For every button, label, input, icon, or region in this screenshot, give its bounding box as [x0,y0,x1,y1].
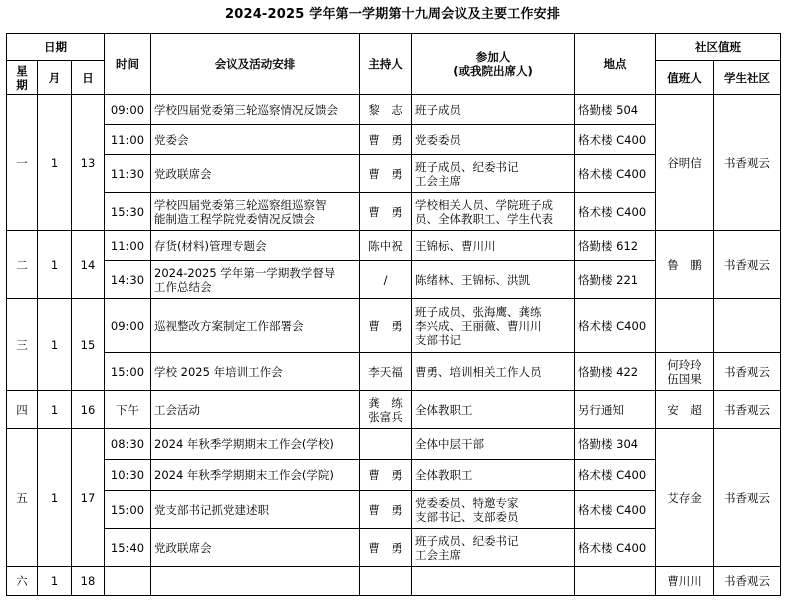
participants-line: 班子成员、纪委书记 [415,159,519,174]
table-row [7,391,781,429]
day-week-cell: 三 [7,299,38,391]
day-day-cell: 14 [72,231,105,299]
participants-line: 党委委员、特邀专家 [415,495,519,510]
agenda-line: 2024 年秋季学期期末工作会(学校) [154,437,334,451]
host-cell: 黎 志 [360,95,412,125]
host-line: 龚 练 [368,395,403,410]
day-week-cell: 五 [7,429,38,567]
participants-cell [412,391,575,429]
duty-person-cell: 安 超 [656,391,714,429]
day-week-cell: 四 [7,391,38,429]
location-cell: 格术楼 C400 [575,155,656,193]
duty-person-line: 伍国果 [667,371,702,386]
host-cell: 曹 勇 [360,155,412,193]
participants-cell [412,299,575,353]
time-cell [105,567,151,596]
time-cell: 08:30 [105,429,151,460]
host-cell: 曹 勇 [360,529,412,567]
table-row [7,231,781,261]
community-cell: 书香观云 [714,353,781,391]
table-row [7,567,781,596]
agenda-line: 学校四届党委第三轮巡察组巡察智 [154,197,327,212]
time-cell: 09:00 [105,299,151,353]
host-cell: 曹 勇 [360,460,412,491]
community-cell: 书香观云 [714,567,781,596]
participants-line: 陈绪林、王锦标、洪凯 [415,272,530,287]
month-header: 月 [38,61,72,95]
duty-person-cell: 艾存金 [656,429,714,567]
participants-cell [412,95,575,125]
community-cell: 书香观云 [714,391,781,429]
day-week-cell: 六 [7,567,38,596]
participants-cell [412,529,575,567]
participants-line: 学校相关人员、学院班子成 [415,197,553,212]
participants-header-title: 参加人 [475,50,511,64]
duty-person-cell [656,299,714,353]
duty-person-cell: 鲁 鹏 [656,231,714,299]
host-cell [360,567,412,596]
host-cell: 曹 勇 [360,125,412,155]
location-cell: 另行通知 [575,391,656,429]
location-cell: 恪勤楼 612 [575,231,656,261]
host-cell: 李天福 [360,353,412,391]
day-month-cell: 1 [38,429,72,567]
agenda-cell [151,529,360,567]
week-header-text: 星期 [16,63,28,92]
agenda-cell [151,95,360,125]
duty-person-cell [656,353,714,391]
community-cell: 书香观云 [714,231,781,299]
day-month-cell: 1 [38,299,72,391]
agenda-cell [151,155,360,193]
host-line: 张富兵 [368,409,403,424]
day-day-cell: 16 [72,391,105,429]
date-header: 日期 [7,34,105,61]
host-cell [360,429,412,460]
location-cell: 格术楼 C400 [575,460,656,491]
day-day-cell: 15 [72,299,105,391]
location-cell: 格术楼 C400 [575,529,656,567]
participants-cell [412,353,575,391]
participants-cell [412,491,575,529]
host-cell: 曹 勇 [360,491,412,529]
agenda-line: 存货(材料)管理专题会 [154,238,267,253]
participants-cell [412,125,575,155]
participants-line: 班子成员 [415,102,461,117]
time-header: 时间 [105,34,151,95]
participants-cell [412,429,575,460]
agenda-cell [151,391,360,429]
participants-line: 王锦标、曹川川 [415,238,496,253]
location-cell: 格术楼 C400 [575,299,656,353]
participants-line: 全体中层干部 [415,437,484,451]
host-cell: 曹 勇 [360,299,412,353]
duty-person-cell: 曹川川 [656,567,714,596]
location-header: 地点 [575,34,656,95]
location-cell [575,567,656,596]
participants-cell [412,460,575,491]
participants-cell [412,155,575,193]
participants-line: 工会主席 [415,173,461,188]
participants-line: 班子成员、张海鹰、龚练 [415,304,542,319]
duty-person-line: 何玲玲 [667,357,702,372]
agenda-line: 党支部书记抓党建述职 [154,502,269,517]
student-community-header: 学生社区 [714,61,781,95]
day-week-cell: 一 [7,95,38,231]
participants-header [412,34,575,95]
time-cell: 11:30 [105,155,151,193]
participants-line: 全体教职工 [415,468,473,482]
time-cell: 09:00 [105,95,151,125]
time-cell: 下午 [105,391,151,429]
agenda-cell [151,193,360,231]
day-month-cell: 1 [38,391,72,429]
duty-person-cell: 谷明信 [656,95,714,231]
page-title: 2024-2025 学年第一学期第十九周会议及主要工作安排 [224,7,561,22]
time-cell: 14:30 [105,261,151,299]
time-cell: 15:40 [105,529,151,567]
schedule-table [6,33,781,596]
table-row [7,95,781,125]
location-cell: 格术楼 C400 [575,193,656,231]
participants-line: 全体教职工 [415,402,473,417]
participants-header-sub: (或我院出席人) [453,64,533,78]
agenda-cell [151,567,360,596]
agenda-line: 工会活动 [154,402,200,417]
agenda-line: 党政联席会 [154,540,212,555]
table-row [7,353,781,391]
day-week-cell: 二 [7,231,38,299]
participants-line: 李兴成、王丽薇、曹川川 [415,318,542,333]
agenda-line: 能制造工程学院党委情况反馈会 [154,211,315,226]
agenda-line: 党委会 [154,132,189,147]
participants-line: 员、全体教职工、学生代表 [415,211,553,226]
time-cell: 15:00 [105,491,151,529]
day-day-cell: 18 [72,567,105,596]
agenda-cell [151,231,360,261]
location-cell: 恪勤楼 422 [575,353,656,391]
day-header: 日 [72,61,105,95]
participants-line: 工会主席 [415,547,461,562]
participants-cell [412,231,575,261]
location-cell: 恪勤楼 304 [575,429,656,460]
day-day-cell: 17 [72,429,105,567]
time-cell: 11:00 [105,125,151,155]
participants-cell [412,567,575,596]
duty-header: 社区值班 [656,34,781,61]
time-cell: 15:30 [105,193,151,231]
agenda-line: 学校四届党委第三轮巡察情况反馈会 [154,102,338,117]
agenda-cell [151,460,360,491]
participants-line: 支部书记 [415,332,461,347]
host-cell: 曹 勇 [360,193,412,231]
host-cell [360,391,412,429]
host-cell: / [360,261,412,299]
agenda-cell [151,125,360,155]
host-cell: 陈中祝 [360,231,412,261]
location-cell: 格术楼 C400 [575,491,656,529]
duty-person-header: 值班人 [656,61,714,95]
community-cell: 书香观云 [714,429,781,567]
day-month-cell: 1 [38,567,72,596]
agenda-cell [151,353,360,391]
agenda-line: 学校 2025 年培训工作会 [154,364,283,379]
participants-line: 班子成员、纪委书记 [415,533,519,548]
day-month-cell: 1 [38,95,72,231]
participants-cell [412,193,575,231]
agenda-header: 会议及活动安排 [151,34,360,95]
community-cell [714,299,781,353]
participants-line: 党委委员 [415,132,461,147]
agenda-line: 2024 年秋季学期期末工作会(学院) [154,468,334,482]
agenda-cell [151,491,360,529]
agenda-cell [151,429,360,460]
location-cell: 格术楼 C400 [575,125,656,155]
location-cell: 恪勤楼 221 [575,261,656,299]
agenda-line: 党政联席会 [154,166,212,181]
day-month-cell: 1 [38,231,72,299]
participants-line: 支部书记、支部委员 [415,509,519,524]
table-row [7,299,781,353]
participants-cell [412,261,575,299]
time-cell: 15:00 [105,353,151,391]
agenda-line: 工作总结会 [154,279,212,294]
time-cell: 10:30 [105,460,151,491]
participants-line: 曹勇、培训相关工作人员 [415,364,542,379]
agenda-cell [151,299,360,353]
location-cell: 恪勤楼 504 [575,95,656,125]
agenda-line: 巡视整改方案制定工作部署会 [154,318,304,333]
time-cell: 11:00 [105,231,151,261]
agenda-cell [151,261,360,299]
day-day-cell: 13 [72,95,105,231]
table-row [7,429,781,460]
host-header: 主持人 [360,34,412,95]
week-header [7,61,38,95]
agenda-line: 2024-2025 学年第一学期教学督导 [154,265,336,280]
community-cell: 书香观云 [714,95,781,231]
